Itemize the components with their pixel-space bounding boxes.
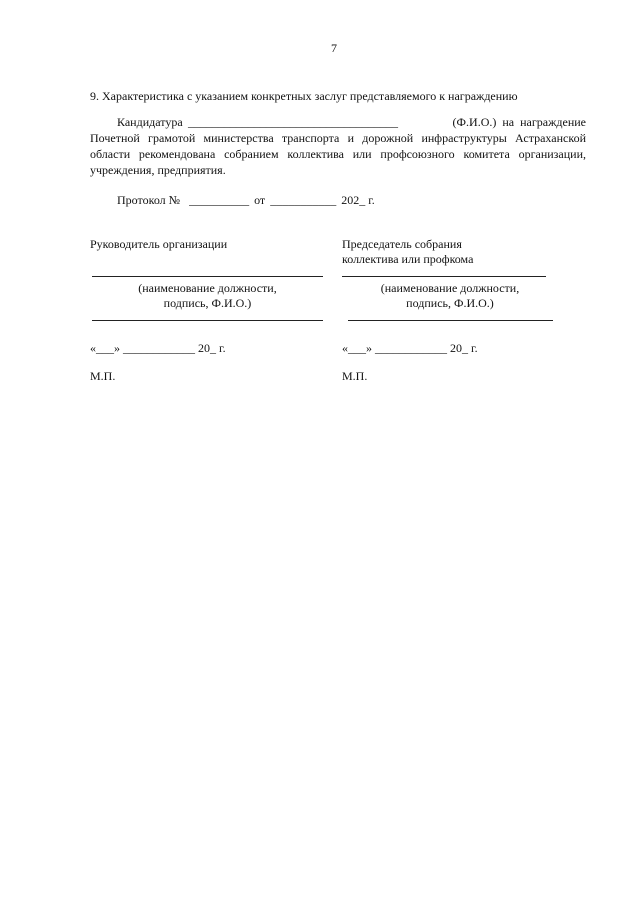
- right-sign-caption-2: подпись, Ф.И.О.): [406, 296, 494, 310]
- left-sign-caption-2: подпись, Ф.И.О.): [163, 296, 252, 310]
- candidate-label: Кандидатура: [117, 115, 183, 129]
- left-sign-title: Руководитель организации: [90, 237, 228, 251]
- candidate-paragraph: [90, 114, 586, 178]
- paragraph-line-3: области рекомендована собранием коллектива или профсоюзного комитета организации,: [90, 147, 586, 161]
- left-sign-caption-1: (наименование должности,: [138, 281, 277, 295]
- section-heading: 9. Характеристика с указанием конкретных заслуг представляемого к награждению: [90, 89, 518, 103]
- candidate-name-blank: ___________________________________: [188, 115, 398, 129]
- protocol-line: [117, 192, 375, 208]
- candidate-name-suffix: (Ф.И.О.) на награждение: [452, 115, 586, 129]
- page-number: 7: [331, 41, 337, 55]
- left-sign-date: «___» ____________ 20_ г.: [90, 341, 226, 355]
- protocol-date-blank: ___________: [270, 193, 337, 207]
- paragraph-line-2: Почетной грамотой министерства транспорта и дорожной инфраструктуры Астраханской: [90, 131, 586, 145]
- right-sign-caption-1: (наименование должности,: [380, 281, 520, 295]
- paragraph-line-1: [90, 114, 586, 130]
- left-sign-seal: М.П.: [90, 369, 116, 383]
- right-sign-title-2: коллектива или профкома: [342, 252, 474, 266]
- paragraph-line-4: учреждения, предприятия.: [90, 163, 226, 177]
- left-sign-line-1: [92, 276, 323, 277]
- right-sign-title-1: Председатель собрания: [342, 237, 462, 251]
- protocol-label: Протокол №: [117, 193, 181, 207]
- protocol-year: 202_ г.: [341, 193, 375, 207]
- right-sign-seal: М.П.: [342, 369, 368, 383]
- right-sign-line-2: [348, 320, 553, 321]
- protocol-from-label: от: [254, 193, 266, 207]
- left-sign-line-2: [92, 320, 323, 321]
- right-sign-date: «___» ____________ 20_ г.: [342, 341, 478, 355]
- right-sign-line-1: [342, 276, 546, 277]
- protocol-number-blank: __________: [189, 193, 250, 207]
